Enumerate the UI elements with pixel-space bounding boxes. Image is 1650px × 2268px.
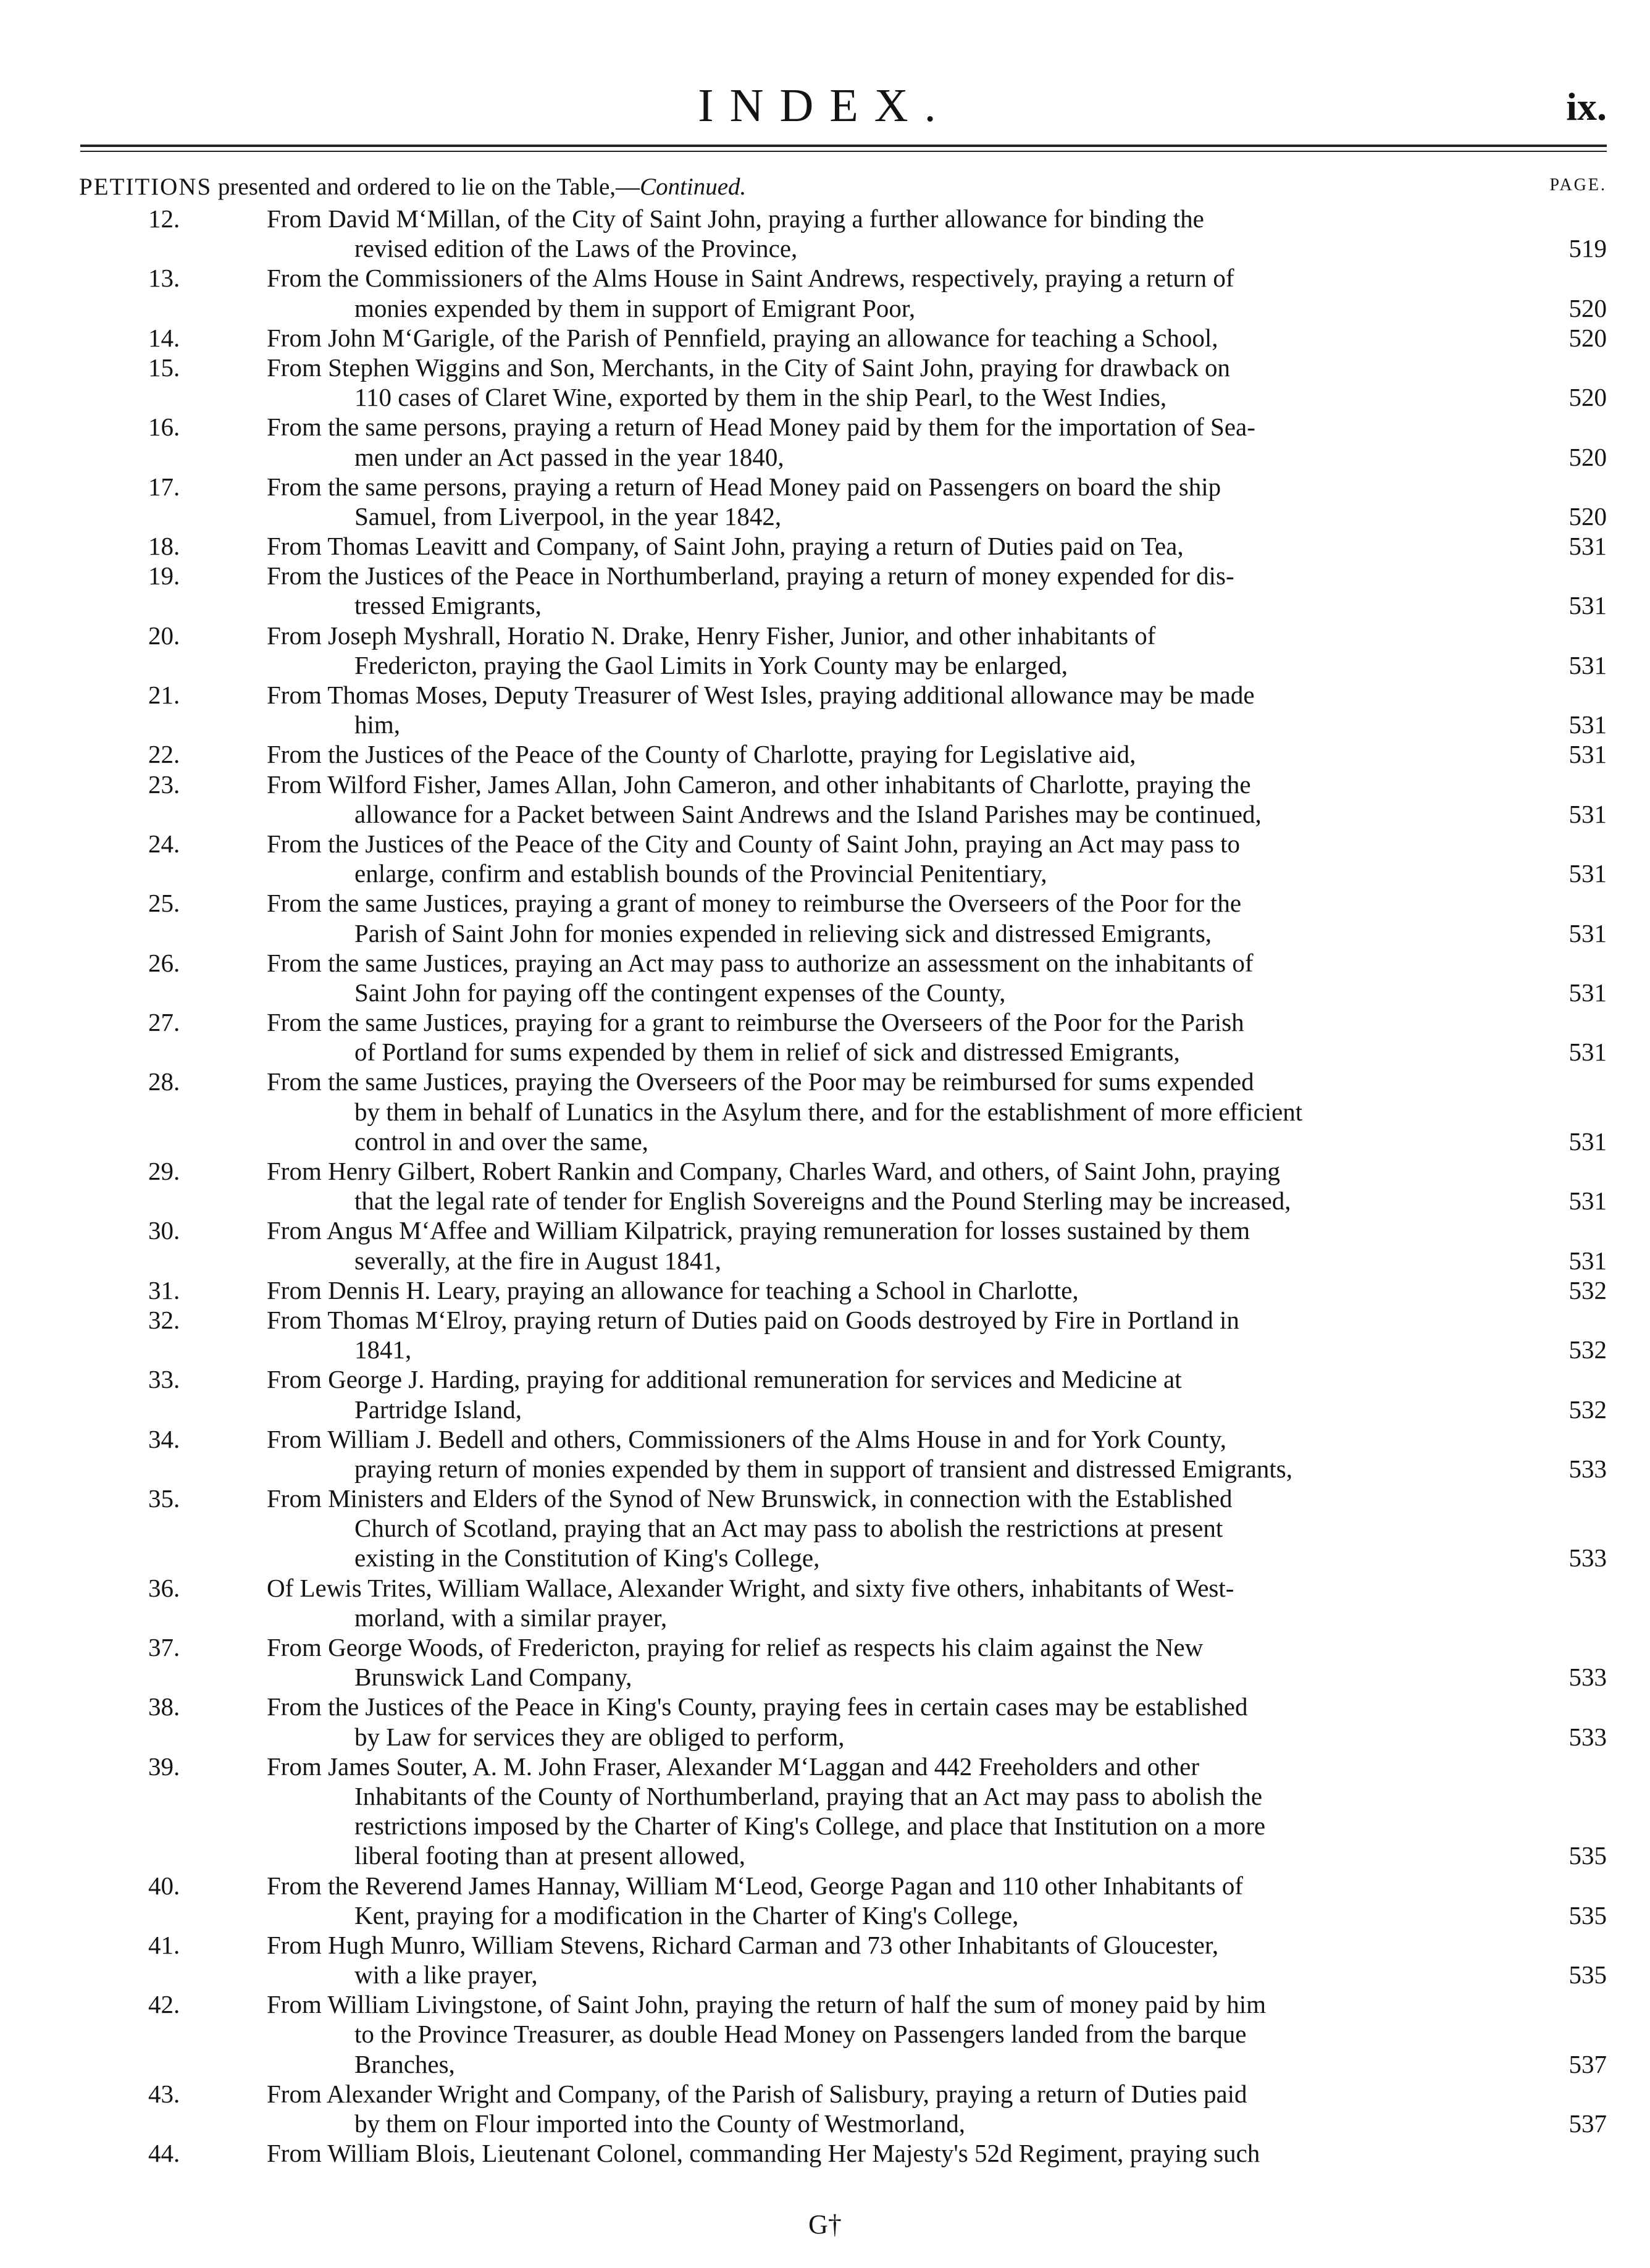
entry-text: to the Province Treasurer, as double Head Money on Passengers landed from the barque (354, 2020, 1247, 2049)
entry-line (0, 859, 1650, 888)
entry-line (0, 1692, 1650, 1721)
entry-line (0, 1484, 1650, 1513)
entry-text: that the legal rate of tender for English Sovereigns and the Pound Sterling may be increased, (354, 1186, 1291, 1216)
entry-number: 43. (148, 2079, 180, 2108)
entry-text: control in and over the same, (354, 1127, 648, 1156)
entry-line (0, 1543, 1650, 1573)
entry-line (0, 799, 1650, 829)
entry-number: 36. (148, 1573, 180, 1602)
entry-line (0, 1781, 1650, 1811)
entry-text: of Portland for sums expended by them in relief of sick and distressed Emigrants, (354, 1038, 1180, 1067)
entry-number: 30. (148, 1216, 180, 1245)
entry-line (0, 1662, 1650, 1692)
entry-text: From George Woods, of Fredericton, praying for relief as respects his claim against the New (267, 1633, 1204, 1661)
entry-line (0, 1603, 1650, 1632)
entry-line (0, 1632, 1650, 1662)
entry-page-ref: 519 (1568, 234, 1607, 263)
entry-number: 40. (148, 1871, 180, 1900)
entry-page-ref: 520 (1568, 502, 1607, 531)
petition-entry (0, 1364, 1650, 1424)
entry-page-ref: 531 (1568, 1127, 1607, 1156)
entry-text: men under an Act passed in the year 1840, (354, 442, 784, 471)
entry-line (0, 323, 1650, 353)
petition-entry (0, 472, 1650, 531)
section-title: PETITIONS (79, 174, 212, 200)
entry-text: Parish of Saint John for monies expended in relieving sick and distressed Emigrants, (354, 918, 1212, 947)
entry-text: Of Lewis Trites, William Wallace, Alexander Wright, and sixty five others, inhabitants of West- (267, 1573, 1234, 1602)
entry-text: From Joseph Myshrall, Horatio N. Drake, Henry Fisher, Junior, and other inhabitants of (267, 621, 1156, 650)
entry-number: 17. (148, 472, 180, 501)
entry-text: monies expended by them in support of Emigrant Poor, (354, 293, 916, 322)
petition-entry (0, 1632, 1650, 1692)
petition-entry (0, 770, 1650, 829)
entry-line (0, 739, 1650, 769)
entry-text: From Ministers and Elders of the Synod of New Brunswick, in connection with the Established (267, 1484, 1233, 1513)
entry-page-ref: 531 (1568, 1038, 1607, 1067)
petition-entry (0, 531, 1650, 561)
petition-entry (0, 1573, 1650, 1632)
entry-line (0, 770, 1650, 799)
entry-line (0, 1395, 1650, 1424)
entry-line (0, 1454, 1650, 1484)
entry-text: From the same persons, praying a return of Head Money paid by them for the importation of Sea- (267, 413, 1255, 442)
entry-line (0, 293, 1650, 323)
entry-number: 23. (148, 770, 180, 799)
entry-page-ref: 533 (1568, 1663, 1607, 1692)
entry-line (0, 1722, 1650, 1752)
entry-line (0, 1275, 1650, 1305)
petition-entry (0, 1067, 1650, 1156)
entry-page-ref: 531 (1568, 1246, 1607, 1275)
entry-number: 14. (148, 323, 180, 352)
entry-line (0, 1930, 1650, 1960)
entry-line (0, 1007, 1650, 1037)
petition-entry (0, 1871, 1650, 1930)
entry-page-ref: 535 (1568, 1900, 1607, 1930)
entry-line (0, 710, 1650, 739)
entry-line (0, 204, 1650, 233)
entry-line (0, 1067, 1650, 1096)
entry-page-ref: 531 (1568, 859, 1607, 888)
entry-number: 32. (148, 1305, 180, 1334)
petition-entry (0, 739, 1650, 769)
entry-text: 110 cases of Claret Wine, exported by them in the ship Pearl, to the West Indies, (354, 383, 1167, 412)
petition-entry (0, 1156, 1650, 1216)
entry-line (0, 1335, 1650, 1364)
entry-line (0, 531, 1650, 561)
section-intro: presented and ordered to lie on the Table,— (212, 174, 640, 200)
petition-entry (0, 1007, 1650, 1067)
entry-line (0, 502, 1650, 531)
entry-line (0, 233, 1650, 263)
entry-line (0, 2079, 1650, 2109)
entry-page-ref: 531 (1568, 591, 1607, 620)
entry-line (0, 472, 1650, 502)
entry-line (0, 2138, 1650, 2168)
entry-page-ref: 535 (1568, 1960, 1607, 1989)
entry-text: by them in behalf of Lunatics in the Asylum there, and for the establishment of more efficient (354, 1097, 1303, 1126)
petition-entry (0, 829, 1650, 888)
entry-page-ref: 533 (1568, 1722, 1607, 1751)
entry-number: 24. (148, 829, 180, 858)
entry-number: 31. (148, 1275, 180, 1304)
entry-line (0, 650, 1650, 680)
petition-entry (0, 1752, 1650, 1871)
petition-entry (0, 1275, 1650, 1305)
entry-number: 18. (148, 532, 180, 561)
entry-line (0, 353, 1650, 382)
page-title: INDEX. (698, 80, 952, 132)
petition-entry (0, 1305, 1650, 1364)
petition-entry (0, 1216, 1650, 1275)
entry-number: 38. (148, 1692, 180, 1721)
entry-text: Branches, (354, 2049, 455, 2078)
entry-line (0, 561, 1650, 590)
entry-text: enlarge, confirm and establish bounds of the Provincial Penitentiary, (354, 859, 1047, 888)
entry-number: 42. (148, 1990, 180, 2019)
entry-text: From the Reverend James Hannay, William M‘Leod, George Pagan and 110 other Inhabitants of (267, 1871, 1244, 1900)
entry-number: 12. (148, 204, 180, 233)
entry-text: by them on Flour imported into the County of Westmorland, (354, 2109, 965, 2138)
entry-number: 39. (148, 1752, 180, 1781)
entry-page-ref: 520 (1568, 323, 1607, 352)
entry-text: Brunswick Land Company, (354, 1663, 632, 1692)
petition-entry (0, 1692, 1650, 1751)
entry-line (0, 442, 1650, 472)
entry-line (0, 1305, 1650, 1335)
entry-page-ref: 531 (1568, 978, 1607, 1007)
entry-line (0, 412, 1650, 442)
entry-line (0, 1127, 1650, 1156)
entry-number: 28. (148, 1067, 180, 1096)
entry-page-ref: 532 (1568, 1275, 1607, 1304)
header-rule-thin (80, 151, 1607, 152)
entry-page-ref: 532 (1568, 1395, 1607, 1424)
petition-entry (0, 263, 1650, 322)
entry-line (0, 948, 1650, 978)
entry-page-ref: 535 (1568, 1841, 1607, 1870)
entry-line (0, 1960, 1650, 1989)
entry-text: From the Justices of the Peace in Northumberland, praying a return of money expended for dis- (267, 561, 1234, 590)
entry-text: Saint John for paying off the contingent expenses of the County, (354, 978, 1006, 1007)
entry-text: From the same persons, praying a return of Head Money paid on Passengers on board the ship (267, 472, 1221, 501)
petition-entry (0, 204, 1650, 263)
petition-entry (0, 888, 1650, 947)
entry-text: From David M‘Millan, of the City of Saint John, praying a further allowance for binding the (267, 204, 1204, 233)
entry-number: 37. (148, 1633, 180, 1661)
entry-text: From Thomas M‘Elroy, praying return of Duties paid on Goods destroyed by Fire in Portland in (267, 1305, 1239, 1334)
entry-text: severally, at the fire in August 1841, (354, 1246, 721, 1275)
entry-text: by Law for services they are obliged to perform, (354, 1722, 845, 1751)
entry-number: 41. (148, 1930, 180, 1959)
entry-text: existing in the Constitution of King's College, (354, 1544, 820, 1573)
petition-entry (0, 353, 1650, 412)
entry-page-ref: 533 (1568, 1544, 1607, 1573)
entry-text: From the same Justices, praying an Act may pass to authorize an assessment on the inhabitants of (267, 948, 1254, 977)
entry-page-ref: 537 (1568, 2109, 1607, 2138)
petition-entry (0, 2138, 1650, 2168)
entry-number: 29. (148, 1157, 180, 1185)
petition-entry (0, 1424, 1650, 1484)
entry-text: From James Souter, A. M. John Fraser, Alexander M‘Laggan and 442 Freeholders and other (267, 1752, 1199, 1781)
entry-text: with a like prayer, (354, 1960, 538, 1989)
entry-number: 13. (148, 264, 180, 293)
entry-text: From William J. Bedell and others, Commissioners of the Alms House in and for York County, (267, 1424, 1227, 1453)
entry-line (0, 382, 1650, 412)
entry-text: Samuel, from Liverpool, in the year 1842, (354, 502, 782, 531)
entry-line (0, 1871, 1650, 1900)
entry-text: 1841, (354, 1335, 412, 1364)
petition-entry (0, 1989, 1650, 2079)
entry-number: 44. (148, 2139, 180, 2168)
entry-text: From the same Justices, praying the Overseers of the Poor may be reimbursed for sums expended (267, 1067, 1254, 1096)
entry-page-ref: 531 (1568, 1186, 1607, 1216)
entry-text: From the Commissioners of the Alms House in Saint Andrews, respectively, praying a return of (267, 264, 1234, 293)
entry-text: morland, with a similar prayer, (354, 1603, 668, 1632)
entry-line (0, 1037, 1650, 1067)
entry-line (0, 680, 1650, 710)
entry-text: From the Justices of the Peace in King's County, praying fees in certain cases may be established (267, 1692, 1248, 1721)
entry-page-ref: 531 (1568, 532, 1607, 561)
petition-entry (0, 1484, 1650, 1573)
entry-line (0, 263, 1650, 293)
entry-text: From William Blois, Lieutenant Colonel, commanding Her Majesty's 52d Regiment, praying such (267, 2139, 1260, 2168)
entry-line (0, 888, 1650, 918)
petition-entry (0, 948, 1650, 1007)
petition-entry (0, 1930, 1650, 1989)
entry-text: Partridge Island, (354, 1395, 522, 1424)
entry-line (0, 2019, 1650, 2049)
entry-line (0, 2109, 1650, 2138)
entry-line (0, 1097, 1650, 1127)
entry-line (0, 1424, 1650, 1454)
entry-line (0, 621, 1650, 650)
entry-number: 25. (148, 889, 180, 918)
entry-line (0, 1752, 1650, 1781)
entry-number: 20. (148, 621, 180, 650)
petition-entry (0, 561, 1650, 620)
entry-text: liberal footing than at present allowed, (354, 1841, 746, 1870)
entry-page-ref: 531 (1568, 740, 1607, 769)
entry-number: 26. (148, 948, 180, 977)
petition-entries (0, 204, 1650, 2168)
entry-text: restrictions imposed by the Charter of King's College, and place that Institution on a more (354, 1812, 1266, 1841)
entry-text: From Wilford Fisher, James Allan, John Cameron, and other inhabitants of Charlotte, praying the (267, 770, 1251, 799)
entry-text: praying return of monies expended by them in support of transient and distressed Emigrants, (354, 1454, 1292, 1483)
entry-text: From Alexander Wright and Company, of the Parish of Salisbury, praying a return of Duties paid (267, 2079, 1247, 2108)
entry-text: tressed Emigrants, (354, 591, 542, 620)
entry-text: revised edition of the Laws of the Province, (354, 234, 798, 263)
entry-page-ref: 520 (1568, 383, 1607, 412)
entry-line (0, 978, 1650, 1007)
entry-text: Kent, praying for a modification in the Charter of King's College, (354, 1900, 1019, 1930)
entry-text: From Stephen Wiggins and Son, Merchants, in the City of Saint John, praying for drawback on (267, 353, 1230, 382)
entry-page-ref: 531 (1568, 799, 1607, 828)
entry-number: 22. (148, 740, 180, 769)
entry-line (0, 1811, 1650, 1841)
entry-text: From the same Justices, praying a grant of money to reimburse the Overseers of the Poor for the (267, 889, 1242, 918)
entry-text: Inhabitants of the County of Northumberland, praying that an Act may pass to abolish the (354, 1781, 1263, 1810)
entry-page-ref: 520 (1568, 442, 1607, 471)
entry-text: From John M‘Garigle, of the Parish of Pennfield, praying an allowance for teaching a School, (267, 323, 1218, 352)
section-header (79, 173, 1607, 200)
entry-line (0, 829, 1650, 859)
entry-text: From Angus M‘Affee and William Kilpatrick, praying remuneration for losses sustained by them (267, 1216, 1250, 1245)
entry-page-ref: 531 (1568, 918, 1607, 947)
entry-page-ref: 537 (1568, 2049, 1607, 2078)
entry-line (0, 918, 1650, 948)
entry-text: allowance for a Packet between Saint Andrews and the Island Parishes may be continued, (354, 799, 1262, 828)
page-column-header: PAGE. (1549, 175, 1607, 195)
entry-text: From Thomas Leavitt and Company, of Saint John, praying a return of Duties paid on Tea, (267, 532, 1184, 561)
entry-text: From Hugh Munro, William Stevens, Richard Carman and 73 other Inhabitants of Gloucester, (267, 1930, 1219, 1959)
entry-line (0, 1186, 1650, 1216)
entry-text: From the same Justices, praying for a grant to reimburse the Overseers of the Poor for the Parish (267, 1008, 1244, 1037)
entry-line (0, 590, 1650, 620)
entry-page-ref: 532 (1568, 1335, 1607, 1364)
entry-page-ref: 531 (1568, 650, 1607, 679)
page-number: ix. (1566, 85, 1607, 128)
footer-signature: G† (808, 2209, 842, 2240)
entry-text: him, (354, 710, 401, 739)
continued-label: Continued. (640, 174, 747, 200)
petition-entry (0, 621, 1650, 680)
entry-number: 35. (148, 1484, 180, 1513)
petition-entry (0, 323, 1650, 353)
entry-line (0, 1216, 1650, 1245)
entry-number: 19. (148, 561, 180, 590)
entry-number: 34. (148, 1424, 180, 1453)
petition-entry (0, 412, 1650, 471)
entry-number: 16. (148, 413, 180, 442)
entry-text: From Dennis H. Leary, praying an allowance for teaching a School in Charlotte, (267, 1275, 1079, 1304)
entry-page-ref: 520 (1568, 293, 1607, 322)
entry-text: Fredericton, praying the Gaol Limits in York County may be enlarged, (354, 650, 1068, 679)
entry-text: From George J. Harding, praying for additional remuneration for services and Medicine at (267, 1365, 1182, 1394)
petition-entry (0, 680, 1650, 739)
entry-number: 33. (148, 1365, 180, 1394)
entry-text: From the Justices of the Peace of the County of Charlotte, praying for Legislative aid, (267, 740, 1136, 769)
entry-number: 21. (148, 681, 180, 709)
entry-number: 27. (148, 1008, 180, 1037)
entry-line (0, 1841, 1650, 1870)
entry-line (0, 1989, 1650, 2019)
entry-line (0, 1900, 1650, 1930)
petition-entry (0, 2079, 1650, 2138)
entry-text: From Henry Gilbert, Robert Rankin and Company, Charles Ward, and others, of Saint John, praying (267, 1157, 1280, 1185)
entry-text: From Thomas Moses, Deputy Treasurer of West Isles, praying additional allowance may be made (267, 681, 1255, 709)
entry-line (0, 1513, 1650, 1543)
entry-line (0, 1364, 1650, 1394)
header-rule-thick (80, 145, 1607, 147)
entry-text: Church of Scotland, praying that an Act may pass to abolish the restrictions at present (354, 1514, 1223, 1543)
entry-number: 15. (148, 353, 180, 382)
entry-page-ref: 533 (1568, 1454, 1607, 1483)
entry-line (0, 1573, 1650, 1603)
entry-text: From William Livingstone, of Saint John, praying the return of half the sum of money paid by him (267, 1990, 1266, 2019)
entry-line (0, 1156, 1650, 1186)
entry-line (0, 2049, 1650, 2079)
entry-page-ref: 531 (1568, 710, 1607, 739)
entry-text: From the Justices of the Peace of the City and County of Saint John, praying an Act may pass to (267, 829, 1240, 858)
entry-line (0, 1246, 1650, 1275)
